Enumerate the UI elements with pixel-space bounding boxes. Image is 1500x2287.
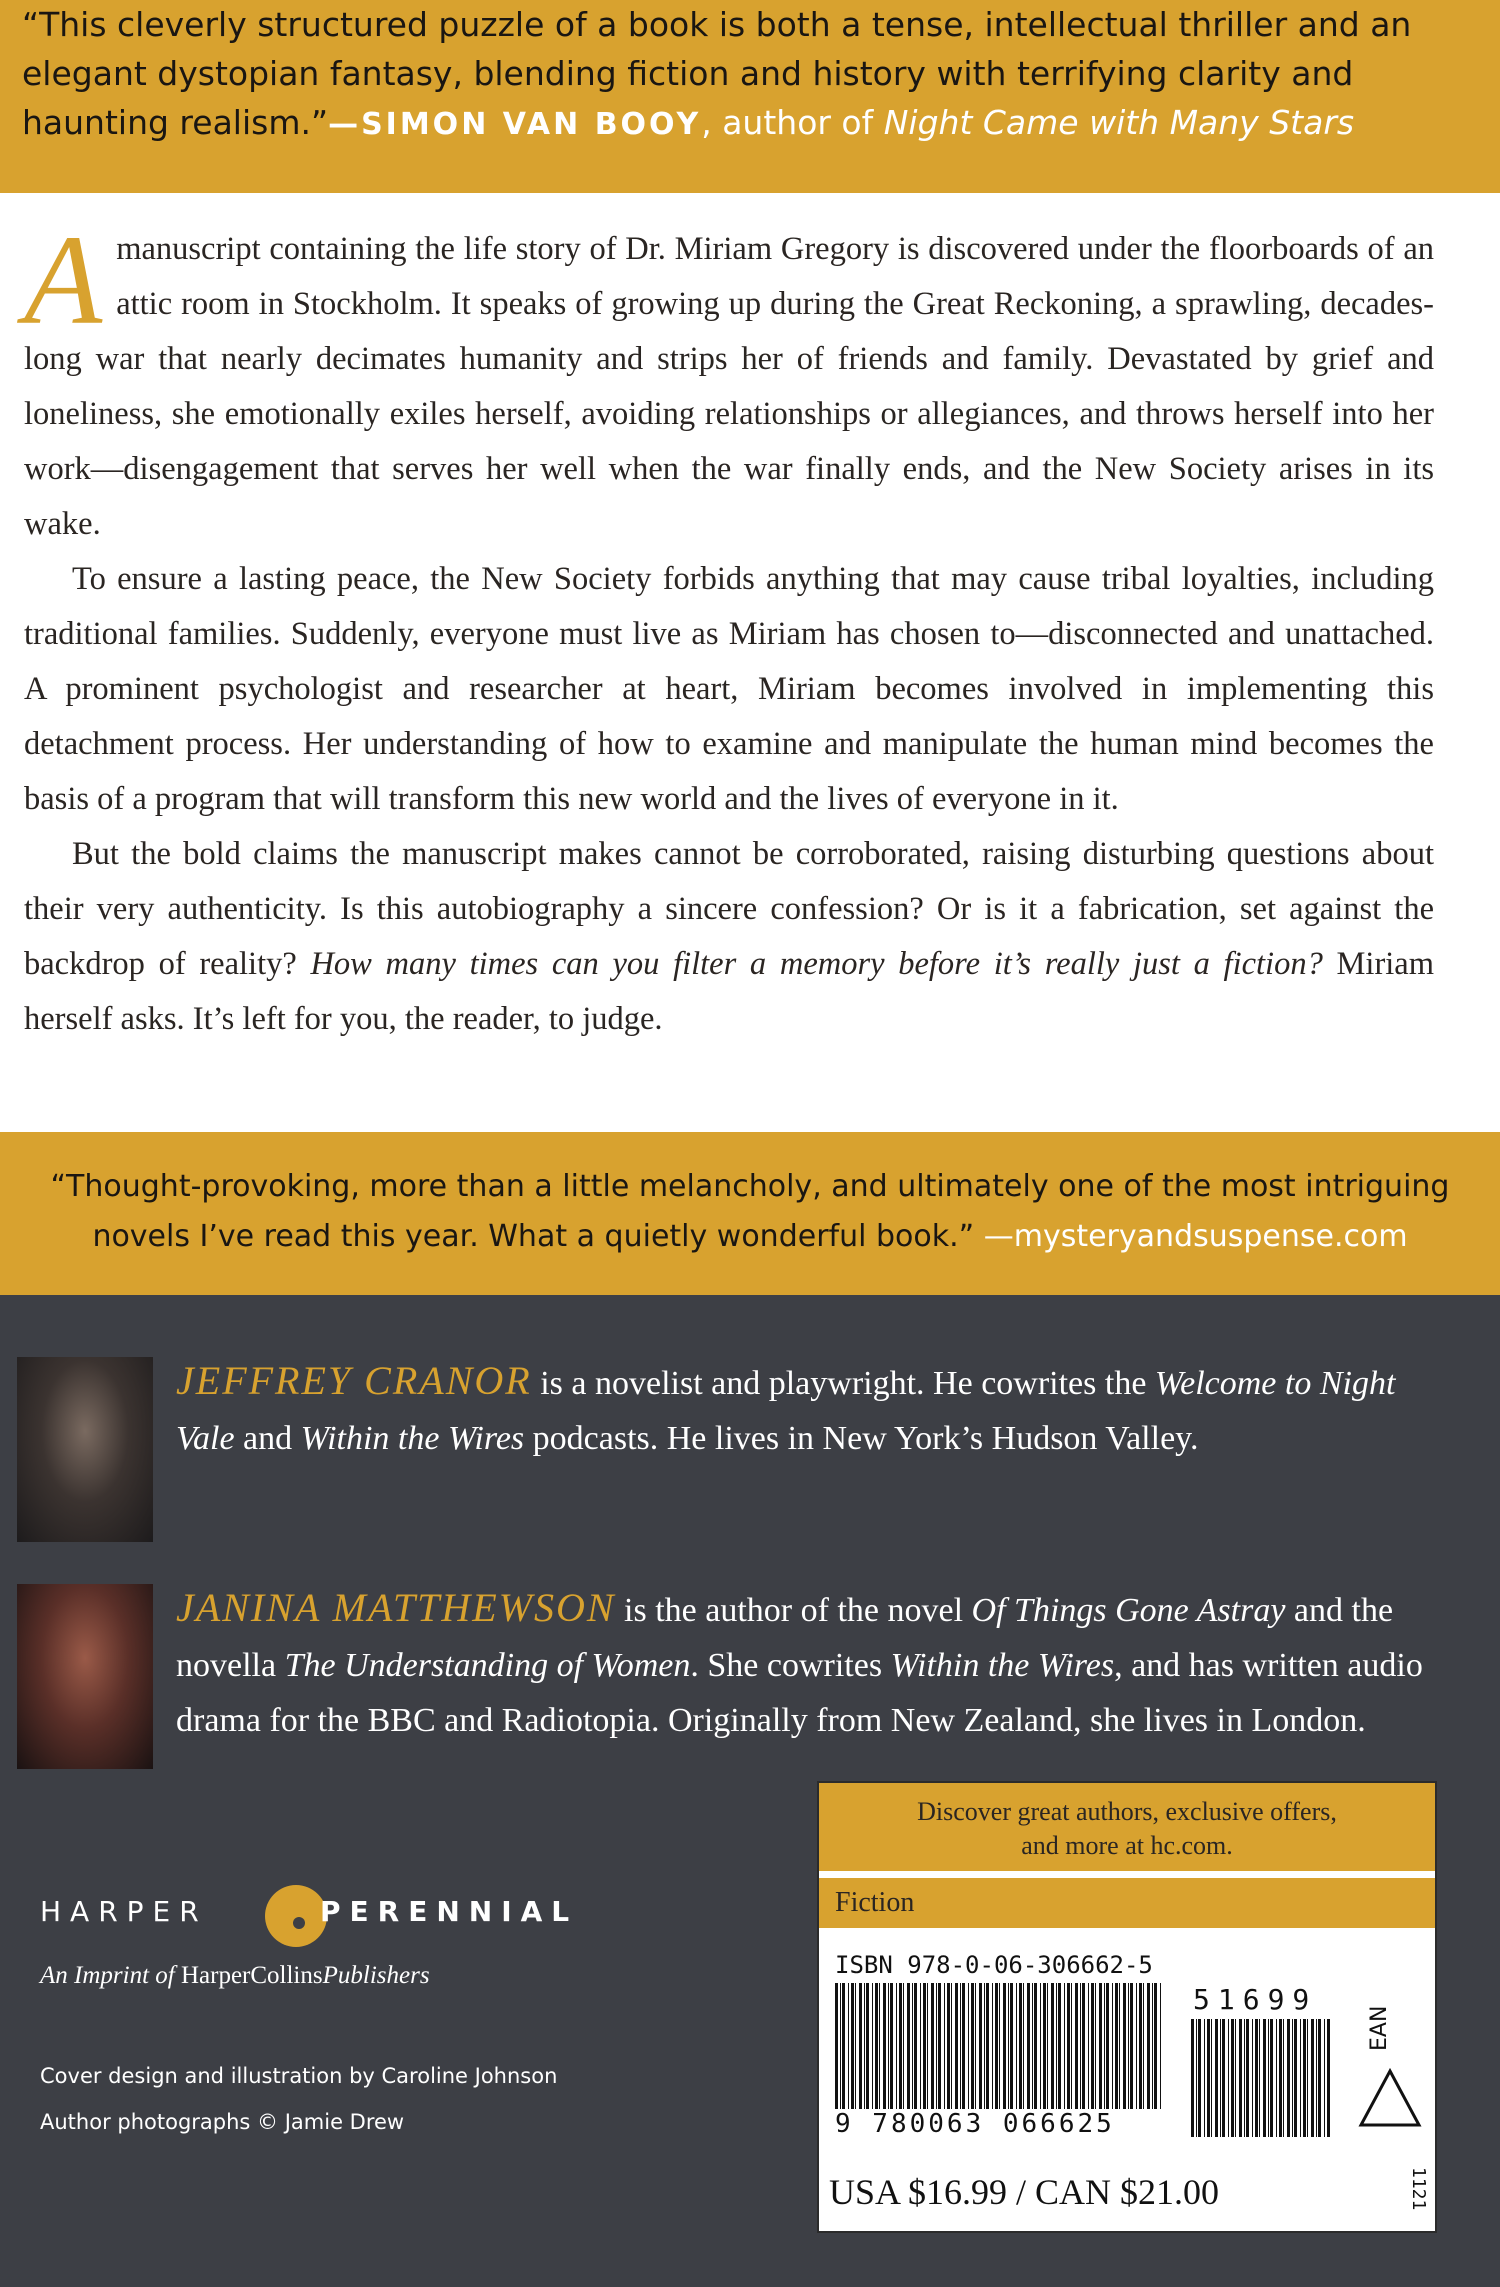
bio-text: is the author of the novel: [615, 1592, 972, 1629]
barcode-bar: [927, 1983, 928, 2109]
barcode-bar: [1228, 2019, 1229, 2137]
imprint-prefix: An Imprint of: [40, 1962, 181, 1989]
top-quote-attribution-title: Night Came with Many Stars: [883, 103, 1355, 142]
barcode-bar: [855, 1983, 856, 2109]
barcode-bar: [1324, 2019, 1325, 2137]
barcode-bar: [1196, 2019, 1197, 2137]
barcode-bar: [1091, 1983, 1094, 2109]
barcode-bar: [944, 1983, 945, 2109]
triangle-icon: [1357, 2067, 1423, 2129]
barcode-bar: [936, 1983, 937, 2109]
barcode-bar: [864, 1983, 865, 2109]
promo-line-2: and more at hc.com.: [1021, 1831, 1233, 1860]
logo-word-perennial: PERENNIAL: [320, 1895, 579, 1928]
barcode-bar: [1318, 2019, 1321, 2137]
bio-text: and: [234, 1420, 301, 1457]
barcode-bar: [888, 1983, 889, 2109]
barcode-bar: [1279, 2019, 1282, 2137]
barcode-bar: [1259, 2019, 1260, 2137]
price-barcode-box: [817, 1781, 1437, 2233]
barcode-bar: [938, 1983, 941, 2109]
barcode-bar: [1043, 1983, 1046, 2109]
barcode-bar: [920, 1983, 921, 2109]
barcode-bar: [866, 1983, 869, 2109]
barcode-bar: [1104, 1983, 1105, 2109]
price-text: USA $16.99 / CAN $21.00: [829, 2172, 1220, 2212]
barcode-bar: [840, 1983, 841, 2109]
barcode-bar: [1263, 2019, 1266, 2137]
barcode-bar: [899, 1983, 902, 2109]
barcode-bar: [1040, 1983, 1041, 2109]
barcode-bar: [903, 1983, 904, 2109]
barcode-bar: [848, 1983, 849, 2109]
barcode-bar: [859, 1983, 862, 2109]
blurb-paragraph-3-end: Miriam herself asks. It’s left for you, the reader, to judge.: [24, 946, 1435, 1037]
barcode-bar: [1016, 1983, 1017, 2109]
barcode-bar: [1307, 2019, 1308, 2137]
author-photo-jeffrey-cranor: [17, 1357, 153, 1542]
barcode-bar: [890, 1983, 893, 2109]
barcode-bar: [907, 1983, 910, 2109]
barcode-bar: [1130, 1983, 1133, 2109]
barcode-bar: [1252, 2019, 1253, 2137]
barcode-bar: [912, 1983, 913, 2109]
barcode-bar: [1191, 2019, 1194, 2137]
blurb-paragraph-2: To ensure a lasting peace, the New Society forbids anything that may cause tribal loyalties, including traditional families. Suddenly, everyone must live as Miriam has chosen to—disconnected and unattached. A prominent psychologist and researcher at heart, Miriam becomes involved in implementing this detachment process. Her understanding of how to examine and manipulate the human mind becomes the basis of a program that will transform this new world and the lives of everyone in it.: [24, 561, 1434, 817]
barcode-bar: [1119, 1983, 1120, 2109]
barcode-bar: [1071, 1983, 1072, 2109]
barcode-bar: [984, 1983, 985, 2109]
barcode-bar: [1067, 1983, 1070, 2109]
barcode-bar: [971, 1983, 974, 2109]
bio-title: Of Things Gone Astray: [971, 1592, 1286, 1629]
barcode-bar: [1136, 1983, 1137, 2109]
barcode-bar: [1160, 1983, 1161, 2109]
mid-quote-text: “Thought-provoking, more than a little melancholy, and ultimately one of the most intriguing novels I’ve read this year. What a quietly wonderful book.”: [50, 1169, 1450, 1254]
blurb-paragraph-3-start: But the bold claims the manuscript makes cannot be corroborated, raising disturbing questions about their very authenticity. Is this autobiography a sincere confession? Or is it a fabrication, set against the backdrop of reality?: [24, 836, 1434, 982]
barcode-bar: [1023, 1983, 1024, 2109]
blurb-paragraph-1: [24, 209, 1434, 552]
barcode-bar: [1106, 1983, 1109, 2109]
bio-title: Within the Wires: [890, 1647, 1115, 1684]
barcode-bar: [1032, 1983, 1033, 2109]
blurb-paragraph-3-italic: How many times can you filter a memory before it’s really just a fiction?: [310, 946, 1323, 982]
imprint-publisher-name: HarperCollins: [180, 1962, 323, 1989]
barcode-bar: [1316, 2019, 1317, 2137]
isbn-text: ISBN 978-0-06-306662-5: [835, 1951, 1153, 1979]
flame-logo-icon: [265, 1885, 327, 1947]
barcode-bar: [1246, 2019, 1249, 2137]
author-photo-janina-matthewson: [17, 1584, 153, 1769]
barcode-bar: [1128, 1983, 1129, 2109]
barcode-bar: [1244, 2019, 1245, 2137]
barcode-bar: [1215, 2019, 1218, 2137]
dropcap-letter: A: [24, 209, 103, 351]
barcode-bar: [1058, 1983, 1061, 2109]
author-name-jeffrey: JEFFREY CRANOR: [176, 1358, 532, 1403]
ean-label: EAN: [1367, 2005, 1392, 2051]
barcode-bar: [1123, 1983, 1126, 2109]
barcode-bar: [1064, 1983, 1065, 2109]
imprint-publisher-suffix: Publishers: [322, 1962, 430, 1989]
barcode-bar: [1255, 2019, 1258, 2137]
author-photo-credit: Author photographs © Jamie Drew: [40, 2110, 405, 2134]
barcode-bar: [1235, 2019, 1236, 2137]
barcode-bar: [968, 1983, 969, 2109]
barcode-bar: [1080, 1983, 1081, 2109]
logo-word-harper: HARPER: [40, 1895, 208, 1928]
barcode-bar: [1204, 2019, 1205, 2137]
barcode-bar: [1047, 1983, 1048, 2109]
barcode-bar: [923, 1983, 926, 2109]
barcode-bar: [1300, 2019, 1301, 2137]
barcode-bar: [1220, 2019, 1221, 2137]
barcode-bar: [1099, 1983, 1102, 2109]
isbn-barcode: [835, 1983, 1165, 2109]
barcode-bar: [1239, 2019, 1242, 2137]
barcode-bar: [1231, 2019, 1234, 2137]
barcode-bar: [951, 1983, 952, 2109]
barcode-bar: [1287, 2019, 1290, 2137]
barcode-bar: [1311, 2019, 1314, 2137]
category-label: Fiction: [819, 1878, 1435, 1928]
cover-design-credit: Cover design and illustration by Caroline Johnson: [40, 2064, 558, 2088]
barcode-bar: [1327, 2019, 1330, 2137]
barcode-bar: [835, 1983, 838, 2109]
price-addon-digits: 51699: [1193, 1983, 1318, 2016]
barcode-bar: [1115, 1983, 1118, 2109]
author-name-janina: JANINA MATTHEWSON: [176, 1585, 616, 1630]
barcode-bar: [1143, 1983, 1144, 2109]
barcode-bar: [1303, 2019, 1306, 2137]
barcode-bar: [979, 1983, 982, 2109]
promo-line-1: Discover great authors, exclusive offers,: [917, 1797, 1337, 1826]
barcode-bar: [960, 1983, 961, 2109]
bio-title: Welcome to Night Vale: [176, 1365, 1396, 1457]
barcode-bar: [1211, 2019, 1212, 2137]
barcode-bar: [962, 1983, 965, 2109]
barcode-bar: [947, 1983, 950, 2109]
blurb-paragraph-3: [24, 827, 1434, 1047]
barcode-bar: [1082, 1983, 1085, 2109]
bio-text: . She cowrites: [690, 1647, 891, 1684]
barcode-bar: [1268, 2019, 1269, 2137]
barcode-bar: [1276, 2019, 1277, 2137]
barcode-bar: [1075, 1983, 1078, 2109]
barcode-bar: [842, 1983, 845, 2109]
barcode-bar: [1051, 1983, 1054, 2109]
barcode-bar: [1034, 1983, 1037, 2109]
barcode-bar: [1112, 1983, 1113, 2109]
barcode-bar: [1003, 1983, 1006, 2109]
barcode-bar: [914, 1983, 917, 2109]
blurb-paragraph-1-text: manuscript containing the life story of Dr. Miriam Gregory is discovered under the floorboards of an attic room in Stockholm. It speaks of growing up during the Great Reckoning, a sprawling, decades-long war that nearly decimates humanity and strips her of friends and family. Devastated by grief and loneliness, she emotionally exiles herself, avoiding relationships or allegiances, and throws herself into her work—disengagement that serves her well when the war finally ends, and the New Society arises in its wake.: [24, 231, 1434, 542]
barcode-bar: [1292, 2019, 1293, 2137]
top-review-quote: [0, 0, 1500, 149]
promo-banner: [819, 1783, 1435, 1871]
barcode-bar: [975, 1983, 976, 2109]
barcode-bar: [995, 1983, 998, 2109]
barcode-bar: [883, 1983, 886, 2109]
barcode-bar: [1147, 1983, 1150, 2109]
barcode-bar: [1139, 1983, 1142, 2109]
barcode-bar: [872, 1983, 873, 2109]
author-bio-jeffrey-cranor: [176, 1353, 1426, 1466]
bio-text: is a novelist and playwright. He cowrites the: [531, 1365, 1155, 1402]
barcode-bar: [1008, 1983, 1009, 2109]
barcode-bar: [896, 1983, 897, 2109]
barcode-bar: [1270, 2019, 1273, 2137]
barcode-bar: [955, 1983, 958, 2109]
side-code: 1121: [1408, 2167, 1429, 2211]
barcode-bar: [1283, 2019, 1284, 2137]
barcode-bar: [1294, 2019, 1297, 2137]
bio-text: and the novella: [176, 1592, 1394, 1684]
author-bio-janina-matthewson: [176, 1580, 1426, 1748]
bio-text: podcasts. He lives in New York’s Hudson Valley.: [524, 1420, 1199, 1457]
book-blurb: [24, 209, 1435, 1047]
barcode-bar: [851, 1983, 854, 2109]
barcode-bar: [1222, 2019, 1225, 2137]
barcode-bar: [999, 1983, 1000, 2109]
top-quote-dash: —: [328, 107, 362, 142]
barcode-bar: [992, 1983, 993, 2109]
barcode-bar: [1152, 1983, 1153, 2109]
top-quote-attribution-name: SIMON VAN BOOY: [361, 107, 702, 142]
mid-quote-attribution: —mysteryandsuspense.com: [983, 1219, 1408, 1254]
barcode-bar: [1198, 2019, 1201, 2137]
barcode-bar: [1207, 2019, 1210, 2137]
barcode-bar: [1027, 1983, 1030, 2109]
bio-title: Within the Wires: [300, 1420, 525, 1457]
imprint-line: [40, 1962, 430, 1990]
barcode-bar: [931, 1983, 934, 2109]
top-quote-attribution-rest: , author of: [701, 103, 884, 142]
bio-text: , and has written audio drama for the BBC and Radiotopia. Originally from New Zealand, she lives in London.: [176, 1647, 1423, 1739]
barcode-bar: [1019, 1983, 1022, 2109]
bio-title: The Understanding of Women: [284, 1647, 691, 1684]
top-quote-text: “This cleverly structured puzzle of a book is both a tense, intellectual thriller and an elegant dystopian fantasy, blending fiction and history with terrifying clarity and haunting realism.”: [22, 5, 1412, 142]
barcode-bar: [879, 1983, 880, 2109]
barcode-bar: [1095, 1983, 1096, 2109]
price-addon-barcode: [1191, 2019, 1331, 2137]
mid-review-quote: [0, 1162, 1500, 1262]
barcode-bar: [1088, 1983, 1089, 2109]
barcode-bar: [986, 1983, 989, 2109]
barcode-bar: [875, 1983, 878, 2109]
barcode-bar: [1010, 1983, 1013, 2109]
barcode-digits: 9 780063 066625: [835, 2109, 1115, 2139]
barcode-bar: [1056, 1983, 1057, 2109]
barcode-bar: [1154, 1983, 1157, 2109]
